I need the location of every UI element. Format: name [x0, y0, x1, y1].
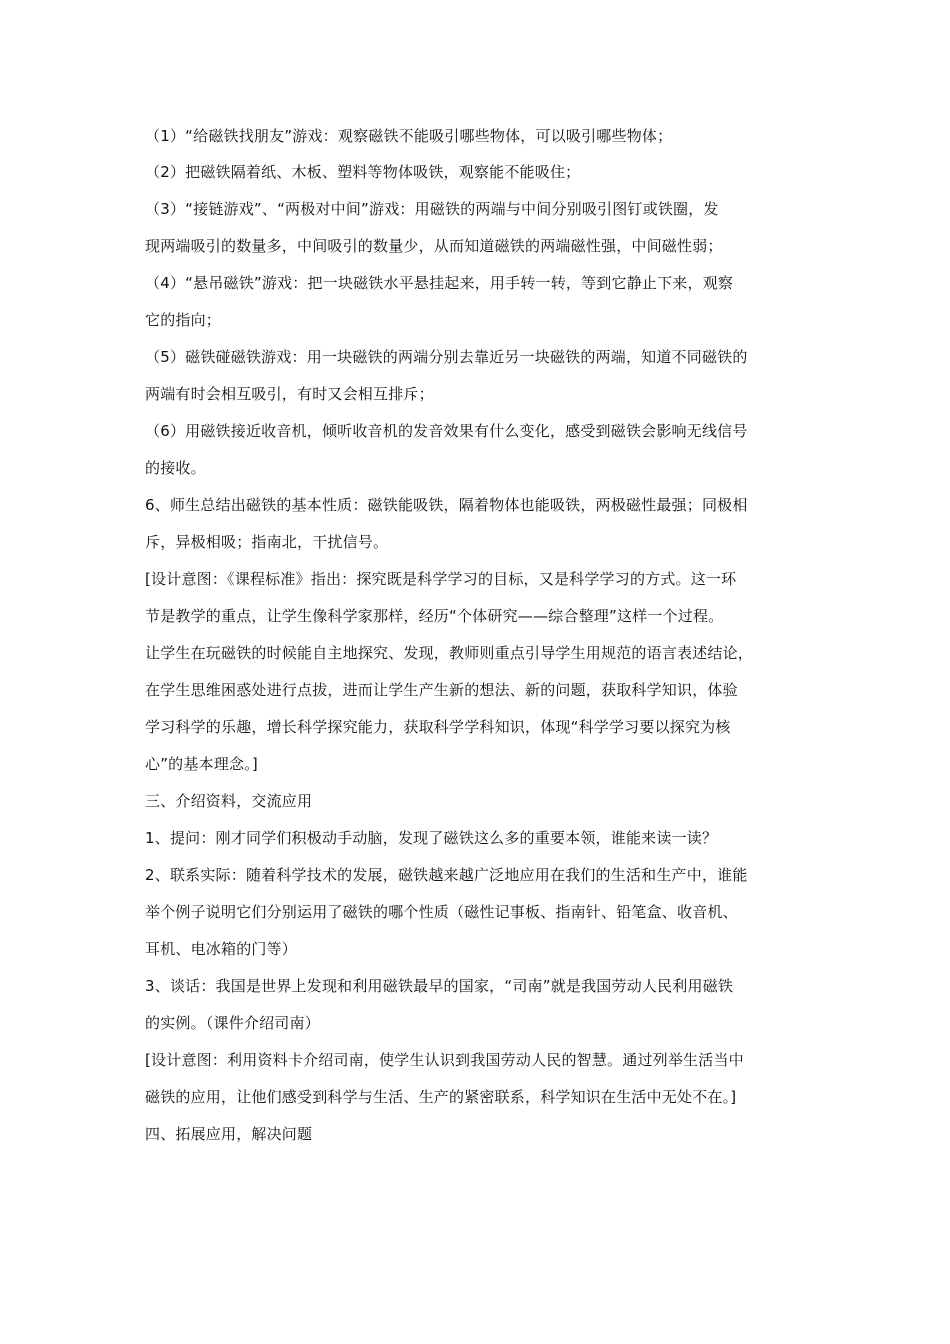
- text-line: （1）“给磁铁找朋友”游戏：观察磁铁不能吸引哪些物体，可以吸引哪些物体；: [145, 127, 673, 145]
- text-line: （2）把磁铁隔着纸、木板、塑料等物体吸铁，观察能不能吸住；: [145, 163, 581, 181]
- text-line: 耳机、电冰箱的门等）: [145, 940, 298, 958]
- text-line: （6）用磁铁接近收音机，倾听收音机的发音效果有什么变化，感受到磁铁会影响无线信号: [145, 422, 748, 440]
- text-line: 3、谈话：我国是世界上发现和利用磁铁最早的国家，“司南”就是我国劳动人民利用磁铁: [145, 977, 734, 995]
- text-line: 节是教学的重点，让学生像科学家那样，经历“个体研究——综合整理”这样一个过程。: [145, 607, 724, 625]
- text-line: 磁铁的应用，让他们感受到科学与生活、生产的紧密联系，科学知识在生活中无处不在。]: [145, 1088, 737, 1106]
- text-line: 在学生思维困惑处进行点拔，进而让学生产生新的想法、新的问题，获取科学知识，体验: [145, 681, 738, 699]
- text-line: 1、提问：刚才同学们积极动手动脑，发现了磁铁这么多的重要本领，谁能来读一读？: [145, 829, 718, 847]
- text-line: （5）磁铁碰磁铁游戏：用一块磁铁的两端分别去靠近另一块磁铁的两端，知道不同磁铁的: [145, 348, 748, 366]
- text-line: [设计意图：利用资料卡介绍司南，使学生认识到我国劳动人民的智慧。通过列举生活当中: [145, 1051, 744, 1069]
- text-line: （4）“悬吊磁铁”游戏：把一块磁铁水平悬挂起来，用手转一转，等到它静止下来，观察: [145, 274, 734, 292]
- text-line: 它的指向；: [145, 311, 222, 329]
- text-line: 的接收。: [145, 459, 206, 477]
- text-line: 的实例。（课件介绍司南）: [145, 1014, 320, 1032]
- text-line: 现两端吸引的数量多，中间吸引的数量少，从而知道磁铁的两端磁性强，中间磁性弱；: [145, 237, 723, 255]
- text-line: 心”的基本理念。]: [145, 755, 258, 773]
- text-line: 让学生在玩磁铁的时候能自主地探究、发现，教师则重点引导学生用规范的语言表述结论，: [145, 644, 754, 662]
- text-line: 举个例子说明它们分别运用了磁铁的哪个性质（磁性记事板、指南针、铅笔盒、收音机、: [145, 903, 738, 921]
- text-line: 学习科学的乐趣，增长科学探究能力，获取科学学科知识，体现“科学学习要以探究为核: [145, 718, 731, 736]
- text-line: 斥，异极相吸；指南北，干扰信号。: [145, 533, 389, 551]
- text-line: 两端有时会相互吸引，有时又会相互排斥；: [145, 385, 434, 403]
- section-heading: 三、介绍资料，交流应用: [145, 792, 313, 810]
- text-line: （3）“接链游戏”、“两极对中间”游戏：用磁铁的两端与中间分别吸引图钉或铁圈，发: [145, 200, 719, 218]
- text-line: 6、师生总结出磁铁的基本性质：磁铁能吸铁，隔着物体也能吸铁，两极磁性最强；同极相: [145, 496, 748, 514]
- section-heading: 四、拓展应用，解决问题: [145, 1125, 313, 1143]
- text-line: 2、联系实际：随着科学技术的发展，磁铁越来越广泛地应用在我们的生活和生产中，谁能: [145, 866, 748, 884]
- text-line: [设计意图：《课程标准》指出：探究既是科学学习的目标，又是科学学习的方式。这一环: [145, 570, 737, 588]
